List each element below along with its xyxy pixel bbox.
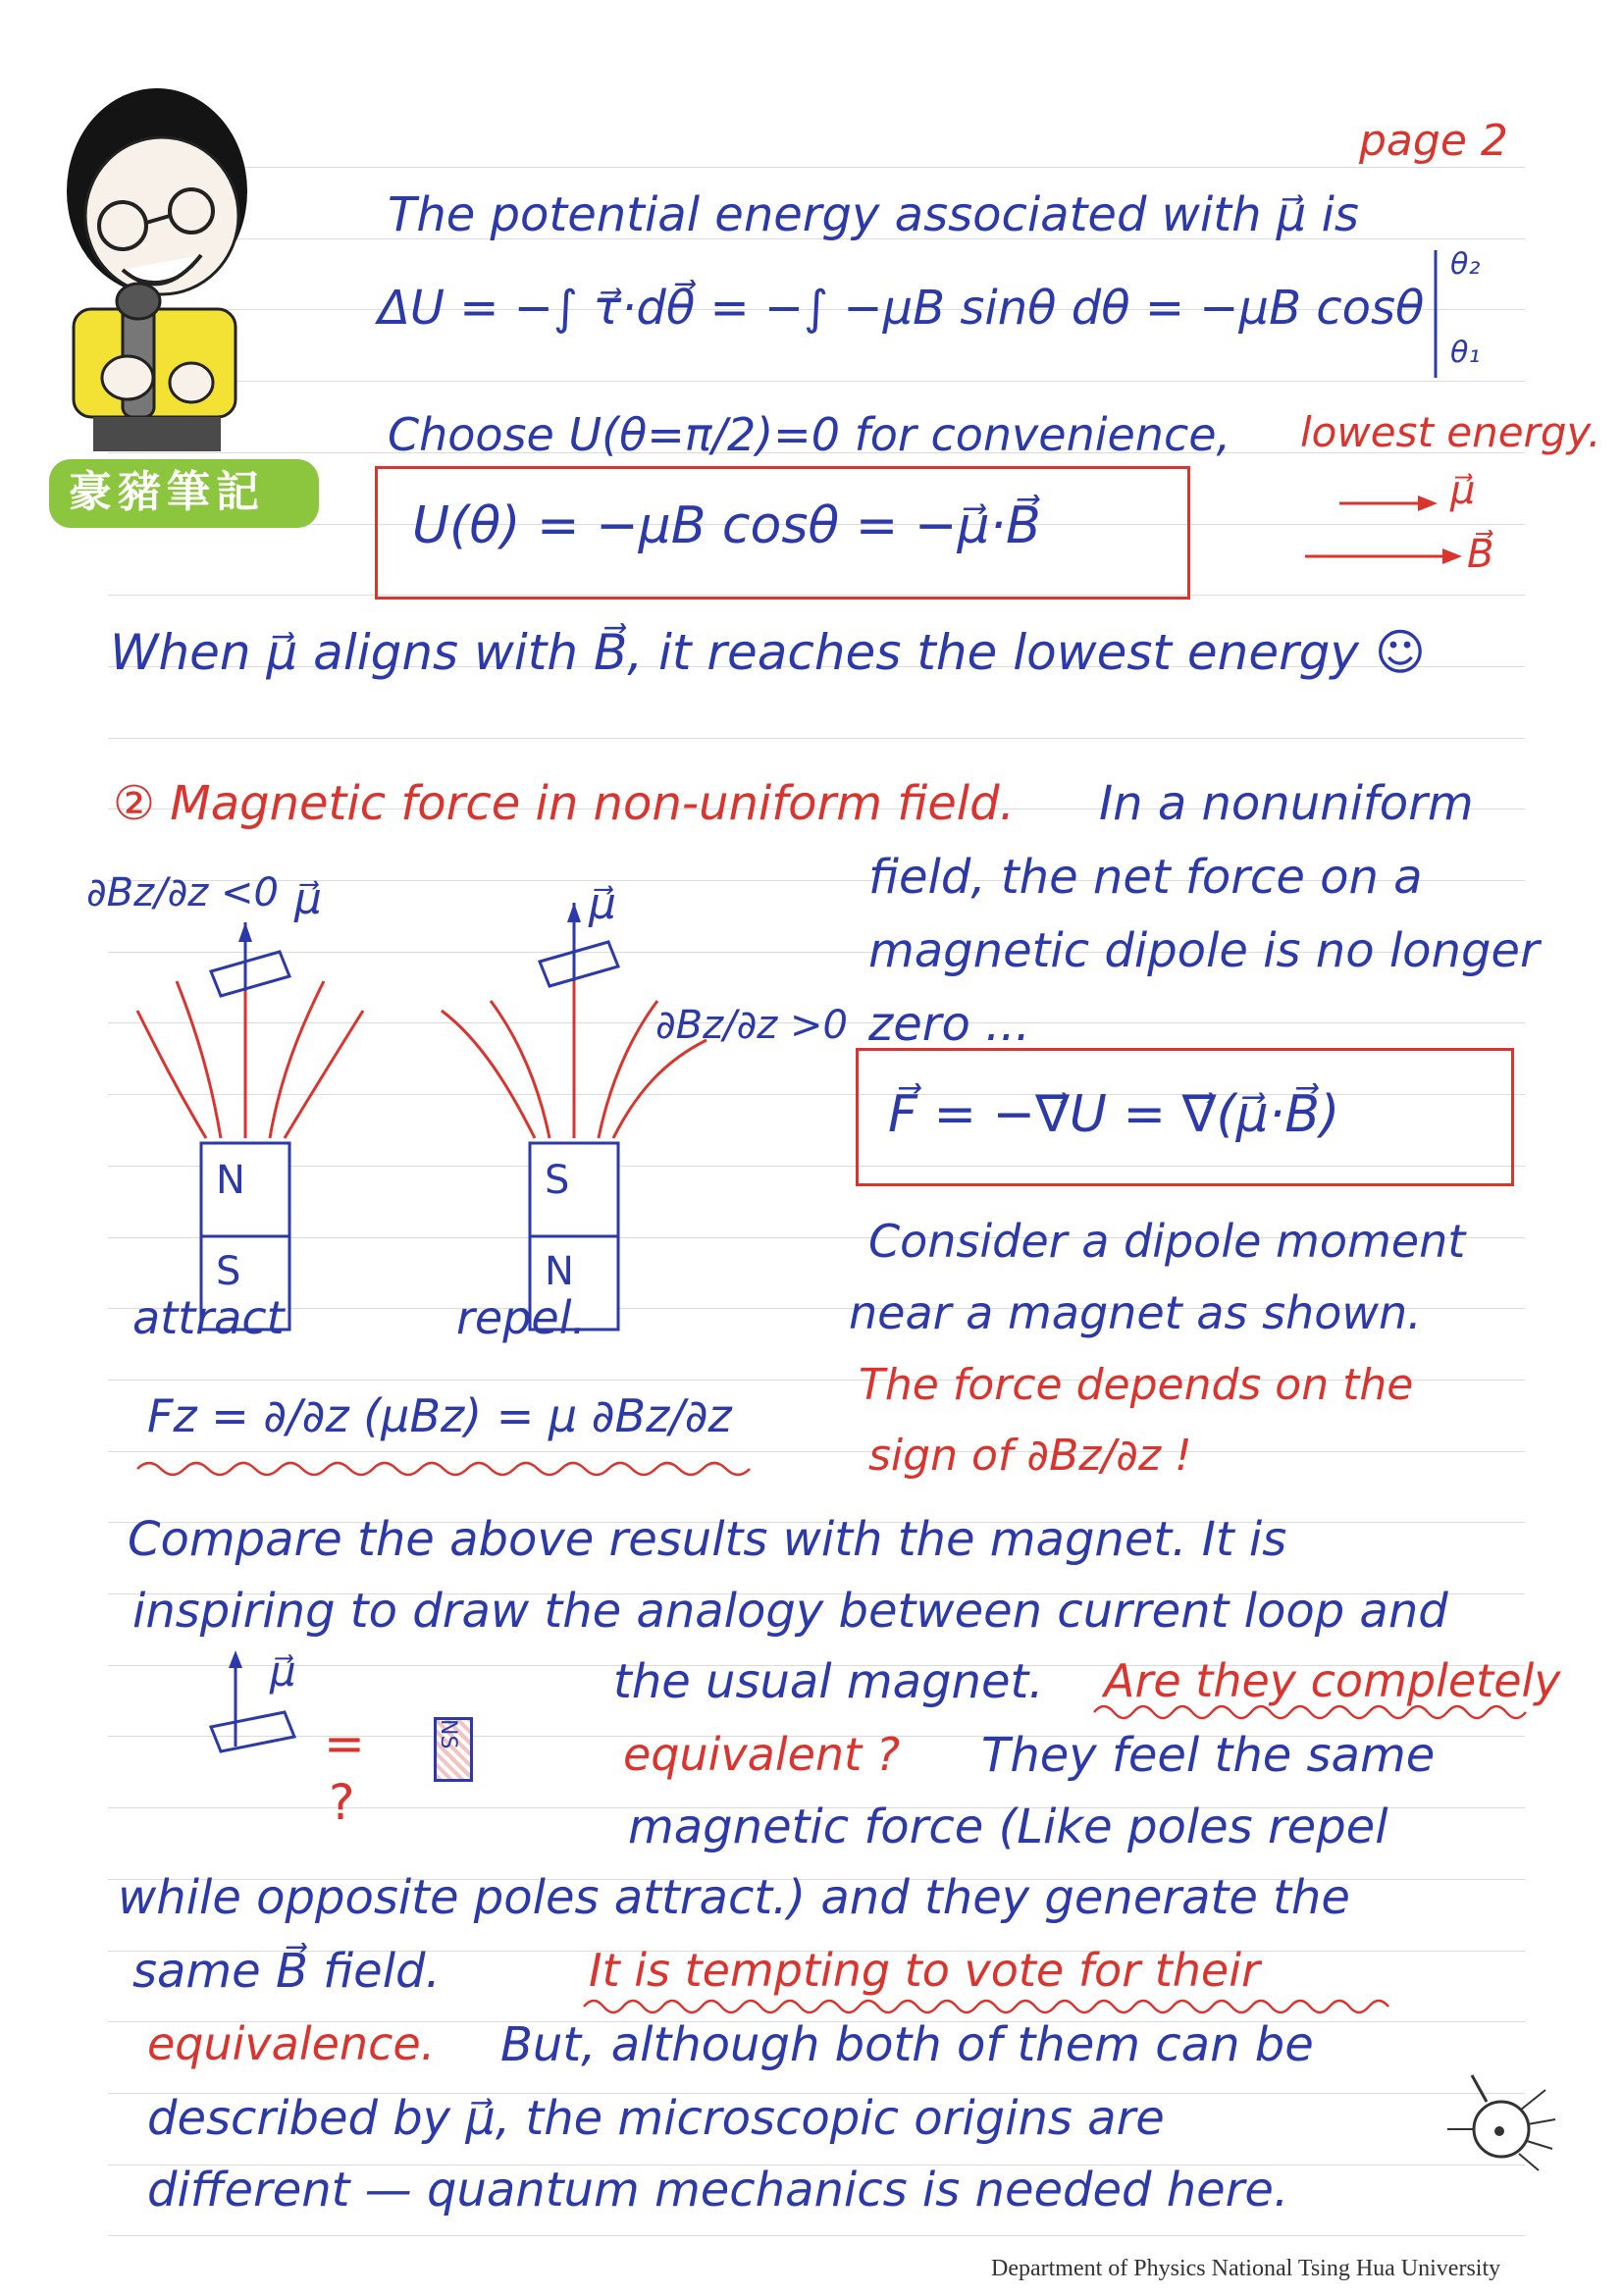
force-sign-note-1: The force depends on the (859, 1360, 1414, 1410)
potential-energy-equation: ΔU = −∫ τ⃗·dθ⃗ = −∫ −μB sinθ dθ = −μB cosθ (378, 281, 1425, 336)
loop-mu-label: μ⃗ (270, 1647, 296, 1696)
nonuniform-text-3: magnetic dipole is no longer (868, 923, 1540, 978)
lower-limit: θ₁ (1450, 336, 1481, 370)
paragraph-line-8b: But, although both of them can be (500, 2017, 1314, 2072)
paragraph-line-6: while opposite poles attract.) and they generate the (118, 1870, 1350, 1925)
porcupine-notes-badge: 豪豬筆記 (69, 467, 265, 517)
force-result-equation: F⃗ = −∇⃗U = ∇⃗(μ⃗·B⃗) (888, 1085, 1340, 1144)
nonuniform-text-1: In a nonuniform (1099, 776, 1474, 831)
paragraph-line-7a: same B⃗ field. (132, 1944, 441, 1999)
b-vector-label: B⃗ (1467, 532, 1494, 577)
lowest-energy-note: lowest energy. (1300, 408, 1601, 456)
paragraph-line-3b: Are they completely (1104, 1654, 1561, 1707)
mu-label-left: μ⃗ (294, 874, 322, 924)
current-loop-sketch (211, 1658, 319, 1796)
z-force-equation: Fz = ∂/∂z (μBz) = μ ∂Bz/∂z (147, 1389, 732, 1442)
wavy-underline-question (1094, 1697, 1545, 1732)
choose-text: Choose U(θ=π/2)=0 for convenience, (388, 408, 1231, 461)
porcupine-doodle (1442, 2070, 1560, 2178)
mu-label-right: μ⃗ (589, 879, 616, 929)
repel-label: repel. (456, 1291, 587, 1344)
small-magnet-label: NS (436, 1719, 460, 1749)
energy-result-equation: U(θ) = −μB cosθ = −μ⃗·B⃗ (412, 496, 1041, 555)
paragraph-line-2: inspiring to draw the analogy between current loop and (132, 1584, 1448, 1639)
paragraph-line-4b: They feel the same (981, 1728, 1436, 1783)
paragraph-line-1: Compare the above results with the magnet. It is (128, 1512, 1287, 1567)
force-sign-note-2: sign of ∂Bz/∂z ! (868, 1431, 1192, 1481)
magnet-left-north: N (216, 1158, 245, 1203)
paragraph-line-3a: the usual magnet. (613, 1654, 1044, 1709)
attract-label: attract (132, 1291, 285, 1344)
alignment-statement: When μ⃗ aligns with B⃗, it reaches the lowest energy ☺ (110, 624, 1427, 681)
magnet-left-south: S (216, 1249, 241, 1294)
ruled-line (108, 2235, 1525, 2236)
page-label: page 2 (1359, 116, 1508, 166)
section-title: ② Magnetic force in non-uniform field. (113, 776, 1015, 831)
wavy-underline-tempting (584, 1992, 1418, 2026)
paragraph-line-8a: equivalence. (147, 2017, 436, 2070)
upper-limit: θ₂ (1450, 247, 1481, 282)
nonuniform-text-4: zero ... (868, 997, 1030, 1052)
paragraph-line-7b: It is tempting to vote for their (589, 1944, 1260, 1997)
intro-text: The potential energy associated with μ⃗ is (388, 187, 1359, 242)
paragraph-line-5: magnetic force (Like poles repel (628, 1800, 1388, 1854)
negative-gradient-label: ∂Bz/∂z <0 (86, 870, 279, 915)
attract-diagram (137, 922, 363, 1330)
nonuniform-text-2: field, the net force on a (868, 850, 1423, 905)
paragraph-line-4a: equivalent ? (623, 1728, 901, 1781)
evaluation-bar (1431, 250, 1440, 378)
equivalence-sign: = (324, 1715, 365, 1772)
magnet-right-south: S (545, 1158, 570, 1203)
paragraph-line-9: described by μ⃗, the microscopic origins are (147, 2091, 1165, 2146)
ruled-line (108, 167, 1525, 168)
ruled-line (108, 381, 1525, 382)
paragraph-line-10: different — quantum mechanics is needed here. (147, 2163, 1289, 2218)
wavy-underline (137, 1457, 805, 1487)
mu-vector-label: μ⃗ (1450, 468, 1476, 513)
consider-text-1: Consider a dipole moment (868, 1215, 1466, 1268)
magnet-right-north: N (545, 1249, 574, 1294)
dipole-magnet-diagram (118, 863, 824, 1285)
ruled-line (108, 738, 1525, 739)
ruled-line (108, 1451, 1525, 1452)
department-footer: Department of Physics National Tsing Hua University (991, 2256, 1501, 2281)
positive-gradient-label: ∂Bz/∂z >0 (655, 1003, 848, 1048)
question-mark: ? (329, 1774, 355, 1831)
consider-text-2: near a magnet as shown. (849, 1286, 1422, 1339)
mascot-cartoon (54, 83, 260, 456)
repel-diagram (442, 903, 707, 1330)
